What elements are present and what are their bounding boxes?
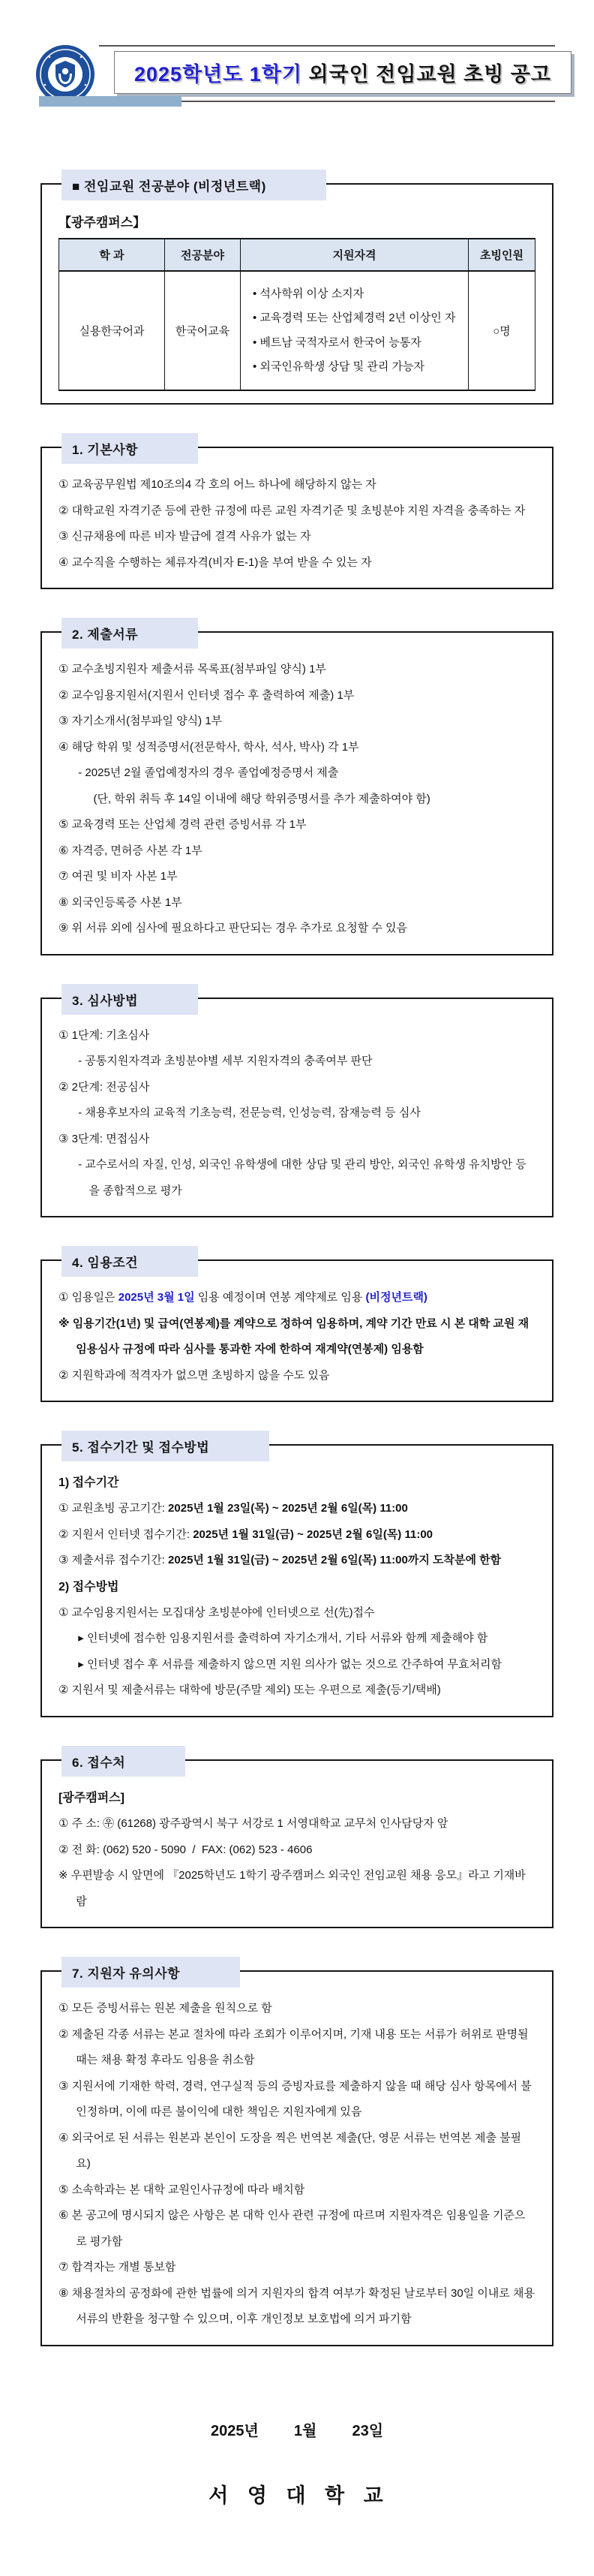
period-label: ② 지원서 인터넷 접수기간: (58, 1527, 194, 1541)
col-header-quals: 지원자격 (241, 239, 469, 271)
address-line: ① 주 소: ㉾ (61268) 광주광역시 북구 서강로 1 서영대학교 교무처 인사담당자 앞 (58, 1817, 448, 1831)
period-value: 2025년 1월 31일(금) ~ 2025년 2월 6일(목) 11:00 (193, 1527, 434, 1541)
col-header-dept: 학 과 (59, 239, 165, 271)
announcement-date: 2025년 1월 23일 (210, 2422, 384, 2439)
list-subitem: - 2025년 2월 졸업예정자의 경우 졸업예정증명서 제출 (78, 766, 339, 779)
period-label: ① 교원초빙 공고기간: (58, 1502, 169, 1515)
period-value: 2025년 1월 31일(금) ~ 2025년 2월 6일(목) 11:00까지 도착분에 한함 (168, 1554, 502, 1567)
period-label: ③ 제출서류 접수기간: (58, 1554, 169, 1567)
section-spec-title: ■ 전임교원 전공분야 (비정년트랙) (62, 170, 326, 200)
list-item: ④ 교수직을 수행하는 체류자격(비자 E-1)을 부여 받을 수 있는 자 (58, 555, 372, 569)
spec-table-header-row (59, 239, 536, 271)
cell-major: 한국어교육 (165, 271, 241, 390)
section-documents (40, 627, 554, 955)
page-title-year: 2025학년도 1학기 (134, 63, 302, 86)
section-title: 2. 제출서류 (62, 618, 198, 649)
list-item: ② 지원학과에 적격자가 없으면 초빙하지 않을 수도 있음 (58, 1368, 330, 1382)
appointment-date: 2025년 3월 1일 (118, 1291, 195, 1304)
list-item: ⑤ 교육경력 또는 산업체 경력 관련 증빙서류 각 1부 (58, 818, 307, 831)
list-item: ① 교수초빙지원자 제출서류 목록표(첨부파일 양식) 1부 (58, 663, 326, 676)
list-item (58, 1496, 536, 1522)
list-subitem: - 교수로서의 자질, 인성, 외국인 유학생에 대한 상담 및 관리 방안, 외국인 유학생 유치방안 등을 종합적으로 평가 (78, 1158, 526, 1197)
section-title: 5. 접수기간 및 접수방법 (62, 1431, 269, 1461)
section-submission-address (40, 1755, 554, 1928)
col-header-count: 초빙인원 (469, 239, 536, 271)
section-title: 4. 임용조건 (62, 1246, 198, 1277)
note-line: ※ 우편발송 시 앞면에 『2025학년도 1학기 광주캠퍼스 외국인 전임교원 채용 응모』라고 기재바람 (58, 1869, 526, 1908)
list-item: ③ 지원서에 기재한 학력, 경력, 연구실적 등의 증빙자료를 제출하지 않을 때 해당 심사 항목에서 불인정하며, 이에 따른 불이익에 대한 책임은 지원자에게 있음 (58, 2079, 532, 2119)
banner-top-rule (99, 45, 555, 47)
col-header-major: 전공분야 (165, 239, 241, 271)
list-item: ② 지원서 및 제출서류는 대학에 방문(주말 제외) 또는 우편으로 제출(등기/택배) (58, 1684, 441, 1697)
list-item: ⑨ 위 서류 외에 심사에 필요하다고 판단되는 경우 추가로 요청할 수 있음 (58, 922, 408, 934)
list-item: ④ 해당 학위 및 성적증명서(전문학사, 학사, 석사, 박사) 각 1부 (58, 740, 359, 754)
phone-line: ② 전 화: (062) 520 - 5090 / FAX: (062) 523 - 4606 (58, 1843, 313, 1856)
list-subitem: - 공통지원자격과 초빙분야별 세부 지원자격의 충족여부 판단 (78, 1055, 373, 1067)
item-text: ① 임용일은 (58, 1291, 118, 1304)
qual-item: • 교육경력 또는 산업체경력 2년 이상인 자 (253, 311, 456, 325)
list-item: ⑥ 자격증, 면허증 사본 각 1부 (58, 844, 202, 857)
spec-table-row (59, 271, 536, 390)
section-spec (40, 179, 554, 405)
list-subitem: - 채용후보자의 교육적 기초능력, 전문능력, 인성능력, 잠재능력 등 심사 (78, 1106, 421, 1119)
period-value: 2025년 1월 23일(목) ~ 2025년 2월 6일(목) 11:00 (168, 1502, 408, 1515)
list-item: ② 제출된 각종 서류는 본교 절차에 따라 조회가 이루어지며, 기재 내용 또는 서류가 허위로 판명될 때는 채용 확정 후라도 임용을 취소함 (58, 2027, 532, 2067)
subsection-title: 1) 접수기간 (58, 1476, 119, 1489)
list-item: ② 교수임용지원서(지원서 인터넷 접수 후 출력하여 제출) 1부 (58, 688, 355, 702)
subsection-title: 2) 접수방법 (58, 1580, 119, 1593)
section-appointment-terms (40, 1256, 554, 1402)
section-application-period (40, 1440, 554, 1717)
list-item: ⑧ 채용절차의 공정화에 관한 법률에 의거 지원자의 합격 여부가 확정된 날로부터 30일 이내로 채용서류의 반환을 청구할 수 있으며, 이후 개인정보 보호법에 의거 파기함 (58, 2286, 535, 2326)
track-label: (비정년트랙) (365, 1291, 428, 1304)
campus-label: 【광주캠퍼스】 (58, 215, 146, 230)
section-title: 7. 지원자 유의사항 (62, 1957, 240, 1988)
list-item (58, 1522, 536, 1548)
spec-table (58, 238, 536, 391)
banner-accent-bar (39, 96, 182, 107)
section-review-method (40, 993, 554, 1218)
section-title: 1. 기본사항 (62, 433, 198, 464)
list-item: ② 2단계: 전공심사 (58, 1080, 150, 1094)
cell-dept: 실용한국어과 (59, 271, 165, 390)
list-item: ① 1단계: 기초심사 (58, 1028, 150, 1042)
list-item: ② 대학교원 자격기준 등에 관한 규정에 따른 교원 자격기준 및 초빙분야 지원 자격을 충족하는 자 (58, 504, 526, 517)
section-basic-requirements (40, 443, 554, 589)
list-subitem: (단, 학위 취득 후 14일 이내에 해당 학위증명서를 추가 제출하여야 함) (93, 792, 430, 805)
section-applicant-notes (40, 1967, 554, 2346)
cell-count: ○명 (469, 271, 536, 390)
page-title-rest: 외국인 전임교원 초빙 공고 (302, 63, 551, 86)
list-item: ① 교수임용지원서는 모집대상 초빙분야에 인터넷으로 선(先)접수 (58, 1605, 375, 1619)
list-item: ⑤ 소속학과는 본 대학 교원인사규정에 따라 배치함 (58, 2183, 305, 2196)
list-item: ⑥ 본 공고에 명시되지 않은 사항은 본 대학 인사 관련 규정에 따르며 지원자격은 임용일을 기준으로 평가함 (58, 2209, 526, 2248)
note-line: ※ 임용기간(1년) 및 급여(연봉제)를 계약으로 정하여 임용하며, 계약 기간 만료 시 본 대학 교원 재임용심사 규정에 따라 심사를 통과한 자에 한하여 재계약(연봉제) 임용함 (58, 1317, 530, 1356)
section-title: 6. 접수처 (62, 1746, 185, 1777)
list-item (58, 1548, 536, 1574)
list-item: ⑦ 합격자는 개별 통보함 (58, 2261, 176, 2274)
list-item: ④ 외국어로 된 서류는 원본과 본인이 도장을 찍은 번역본 제출(단, 영문 서류는 번역본 제출 불필요) (58, 2131, 522, 2171)
page-title (114, 51, 572, 94)
list-item: ⑦ 여권 및 비자 사본 1부 (58, 870, 178, 883)
list-subitem: ▸ 인터넷에 접수한 임용지원서를 출력하여 자기소개서, 기타 서류와 함께 제출해야 함 (78, 1632, 488, 1645)
list-item: ③ 신규채용에 따른 비자 발급에 결격 사유가 없는 자 (58, 530, 311, 543)
list-subitem: ▸ 인터넷 접수 후 서류를 제출하지 않으면 지원 의사가 없는 것으로 간주하여 무효처리함 (78, 1657, 502, 1671)
cell-quals (241, 271, 469, 390)
list-item: ③ 3단계: 면접심사 (58, 1132, 150, 1145)
university-name: 서 영 대 학 교 (208, 2484, 386, 2507)
campus-sublabel: [광주캠퍼스] (58, 1791, 124, 1804)
qual-item: • 외국인유학생 상담 및 관리 가능자 (253, 360, 424, 373)
list-item: ① 교육공무원법 제10조의4 각 호의 어느 하나에 해당하지 않는 자 (58, 478, 376, 491)
list-item: ③ 자기소개서(첨부파일 양식) 1부 (58, 715, 223, 727)
section-title: 3. 심사방법 (62, 984, 198, 1015)
header-banner (39, 44, 555, 119)
qual-item: • 베트남 국적자로서 한국어 능통자 (253, 336, 422, 349)
list-item (58, 1285, 536, 1311)
item-text: 임용 예정이며 연봉 계약제로 임용 (194, 1291, 366, 1304)
list-item: ① 모든 증빙서류는 원본 제출을 원칙으로 함 (58, 2002, 272, 2015)
qual-item: • 석사학위 이상 소지자 (253, 287, 364, 300)
list-item: ⑧ 외국인등록증 사본 1부 (58, 895, 182, 909)
